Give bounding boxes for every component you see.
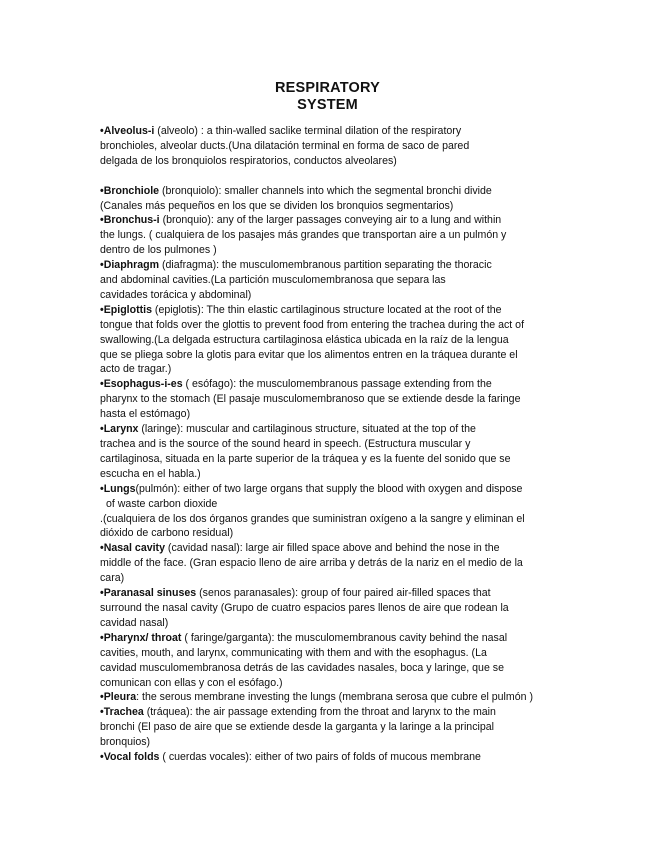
entry-bronchiole [100,184,570,214]
entry-term: •Paranasal sinuses [100,587,197,600]
entry-line: bronchi (El paso de aire que se extiende desde la garganta y la laringe a la principal [100,721,494,734]
entry-text: (alveolo) : a thin-walled saclike terminal dilation of the respiratory [154,125,462,137]
entry-text: (pulmón): either of two large organs that supply the blood with oxygen and dispose [135,482,523,495]
entry-line: cavities, mouth, and larynx, communicating with them and with the esophagus. (La [100,646,487,659]
entry-term: •Alveolus-i [100,125,155,137]
entry-line: dentro de los pulmones ) [100,244,217,257]
glossary-list [100,124,570,765]
entry-line: dióxido de carbono residual) [100,527,234,540]
entry-line [100,750,570,765]
entry-line: bronchioles, alveolar ducts.(Una dilatación terminal en forma de saco de pared [100,139,470,152]
entry-line [100,184,570,199]
entry-line [100,586,570,601]
entry-text: ( esófago): the musculomembranous passage extending from the [182,378,492,391]
entry-pharynx [100,631,570,691]
entry-line [100,631,570,646]
entry-line: comunican con ellas y con el esófago.) [100,676,283,689]
title-line-2: SYSTEM [297,97,358,113]
entry-term: •Pleura [100,691,137,704]
page-title [0,80,655,114]
entry-text: (laringe): muscular and cartilaginous structure, situated at the top of the [138,423,476,436]
entry-text: ( faringe/garganta): the musculomembranous cavity behind the nasal [181,631,508,644]
entry-bronchus [100,213,570,258]
entry-line: cara) [100,572,125,585]
entry-line: acto de tragar.) [100,363,172,376]
entry-term: •Nasal cavity [100,542,165,555]
entry-line [100,690,570,705]
entry-epiglottis [100,303,570,378]
entry-term: •Trachea [100,706,144,719]
entry-line [100,377,570,392]
entry-line [100,124,570,139]
entry-line: hasta el estómago) [100,408,191,421]
entry-line: swallowing.(La delgada estructura cartilaginosa elástica ubicada en la raíz de la lengua [100,333,509,346]
entry-line: delgada de los bronquiolos respiratorios, conductos alveolares) [100,154,397,167]
entry-text: (bronquiolo): smaller channels into which the segmental bronchi divide [159,184,492,197]
entry-line [100,482,570,497]
title-line-1: RESPIRATORY [274,80,381,96]
entry-line: escucha en el habla.) [100,467,201,480]
entry-lungs [100,482,570,542]
entry-line: cavidades torácica y abdominal) [100,288,252,301]
entry-text: (tráquea): the air passage extending from the throat and larynx to the main [143,706,496,719]
entry-line [100,541,570,556]
entry-paranasal-sinuses [100,586,570,631]
entry-line: (Canales más pequeños en los que se dividen los bronquios segmentarios) [100,199,454,212]
entry-term: •Bronchiole [100,184,160,197]
entry-line: of waste carbon dioxide [106,497,218,510]
entry-line: bronquios) [100,736,151,749]
entry-line: tongue that folds over the glottis to prevent food from entering the trachea during the act of [100,318,525,331]
entry-term: •Larynx [100,423,139,436]
entry-diaphragm [100,258,570,303]
entry-line [100,422,570,437]
entry-esophagus [100,377,570,422]
entry-line: and abdominal cavities.(La partición musculomembranosa que separa las [100,274,446,287]
entry-line: surround the nasal cavity (Grupo de cuatro espacios pares llenos de aire que rodean la [100,601,509,614]
entry-text: : the serous membrane investing the lungs (membrana serosa que cubre el pulmón ) [136,691,533,704]
entry-line: cavidad nasal) [100,616,169,629]
entry-term: •Vocal folds [100,751,160,764]
entry-line: .(cualquiera de los dos órganos grandes que suministran oxígeno a la sangre y eliminan el [100,512,525,525]
entry-text: ( cuerdas vocales): either of two pairs of folds of mucous membrane [159,751,481,764]
entry-term: •Pharynx/ throat [100,631,182,644]
entry-line: trachea and is the source of the sound heard in speech. (Estructura muscular y [100,438,471,451]
entry-larynx [100,422,570,482]
entry-alveolus [100,124,570,169]
entry-line: pharynx to the stomach (El pasaje musculomembranoso que se extiende desde la faringe [100,393,521,406]
entry-line: cavidad musculomembranosa detrás de las cavidades nasales, boca y laringe, que se [100,661,504,674]
entry-vocal-folds [100,750,570,765]
entry-term: •Diaphragm [100,259,160,272]
entry-text: (cavidad nasal): large air filled space above and behind the nose in the [164,542,500,555]
entry-text: (senos paranasales): group of four paired air-filled spaces that [196,587,491,600]
entry-line: middle of the face. (Gran espacio lleno de aire arriba y detrás de la nariz en el medio de la [100,557,523,570]
entry-text: (diafragma): the musculomembranous partition separating the thoracic [159,259,492,272]
entry-text: (bronquio): any of the larger passages conveying air to a lung and within [159,214,502,227]
entry-text: (epiglotis): The thin elastic cartilaginous structure located at the root of the [151,303,502,316]
entry-line [100,705,570,720]
entry-term: •Lungs [100,482,136,495]
entry-line: the lungs. ( cualquiera de los pasajes más grandes que transportan aire a un pulmón y [100,229,507,242]
entry-term: •Bronchus-i [100,214,160,227]
entry-nasal-cavity [100,541,570,586]
entry-line: que se pliega sobre la glotis para evitar que los alimentos entren en la tráquea durante el [100,348,518,361]
entry-line [100,213,570,228]
entry-line: cartilaginosa, situada en la parte superior de la tráquea y es la fuente del sonido que se [100,452,511,465]
entry-line [100,258,570,273]
entry-term: •Esophagus-i-es [100,378,183,391]
entry-term: •Epiglottis [100,303,152,316]
entry-line [100,303,570,318]
entry-trachea [100,705,570,750]
entry-pleura [100,690,570,705]
